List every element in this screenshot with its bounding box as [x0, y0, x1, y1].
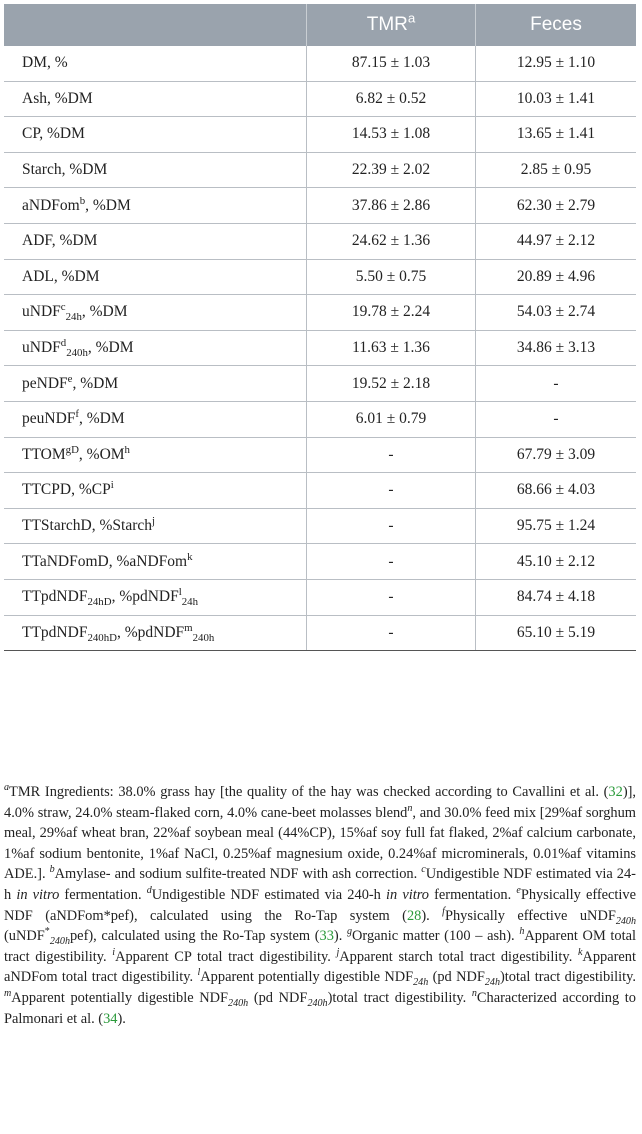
- table-row: [4, 330, 636, 366]
- ref-link-32[interactable]: 32: [608, 784, 623, 800]
- table-row: [4, 188, 636, 224]
- feces-value: 2.85 ± 0.95: [476, 152, 637, 188]
- header-empty: [4, 4, 307, 46]
- feces-value: 44.97 ± 2.12: [476, 223, 637, 259]
- tmr-value: 87.15 ± 1.03: [307, 46, 476, 81]
- row-label: $TTOM^{gD}$, $\%OM^h$: [4, 437, 307, 473]
- table-footnotes: $^a$TMR Ingredients: 38.0% grass hay [the quality of the hay was checked according to Cavallini et al. (32)], 4.0% straw, 24.0% steam-flaked corn, 4.0% cane-beet molasses blend$^n$, and 30.0% feed mix [29%af sorghum meal, 29%af wheat bran, 22%af soybean meal (44%CP), 15%af soy full fat flaked, 2%af calcium carbonate, 1%af sodium bentonite, 1%af NaCl, 0.25%af magnesium oxide, 0.24%af microminerals, 0.01%af vitamins ADE.]. $^b$Amylase- and sodium sulfite-treated NDF with ash correction. $^c$Undigestible NDF estimated via 24-h in vitro fermentation. $^d$Undigestible NDF estimated via 240-h in vitro fermentation. $^e$Physically effective NDF (aNDFom*pef), calculated using the Ro-Tap system (28). $^f$Physically effective uNDF$_{240h}$ (uNDF*$_{240h}$pef), calculated using the Ro-Tap system (33). $^g$Organic matter (100 – ash). $^h$Apparent OM total tract digestibility. $^i$Apparent CP total tract digestibility. $^j$Apparent starch total tract digestibility. $^k$Apparent aNDFom total tract digestibility. $^l$Apparent potentially digestible $NDF_{24h}$ (pd $NDF_{24h})total$ tract digestibility. $^m$Apparent potentially digestible $NDF_{240h}$ (pd $NDF_{240h})total$ tract digestibility. $^n$Characterized according to Palmonari et al. (34).: [4, 782, 637, 1027]
- tmr-value: -: [307, 544, 476, 580]
- row-label: Ash, %DM: [4, 81, 307, 117]
- row-label: DM, %: [4, 46, 307, 81]
- row-label: TTStarchD, %Starch$^j$: [4, 508, 307, 544]
- feces-value: 65.10 ± 5.19: [476, 615, 637, 651]
- table-header-row: [4, 4, 636, 46]
- tmr-value: 19.78 ± 2.24: [307, 295, 476, 331]
- feces-value: 95.75 ± 1.24: [476, 508, 637, 544]
- row-label: TTpdNDF$_{240hD}$, %pdNDF$^m_{240h}$: [4, 615, 307, 651]
- tmr-value: 24.62 ± 1.36: [307, 223, 476, 259]
- tmr-value: 6.82 ± 0.52: [307, 81, 476, 117]
- table-row: [4, 259, 636, 295]
- table-row: [4, 295, 636, 331]
- feces-value: 62.30 ± 2.79: [476, 188, 637, 224]
- ref-link-33[interactable]: 33: [319, 928, 334, 945]
- row-label: uNDF$^c_{24h}$, %DM: [4, 295, 307, 331]
- row-label: TTpdNDF$_{24hD}$, %pdNDF$^l_{24h}$: [4, 579, 307, 615]
- tmr-value: 5.50 ± 0.75: [307, 259, 476, 295]
- table-row: [4, 544, 636, 580]
- feces-value: 10.03 ± 1.41: [476, 81, 637, 117]
- feces-value: -: [476, 366, 637, 402]
- table-row: [4, 152, 636, 188]
- feces-value: 45.10 ± 2.12: [476, 544, 637, 580]
- table-row: [4, 473, 636, 509]
- ref-link-28[interactable]: 28: [406, 907, 422, 924]
- feces-value: -: [476, 401, 637, 437]
- header-tmr: TMR$^a$: [307, 4, 476, 46]
- tmr-value: 22.39 ± 2.02: [307, 152, 476, 188]
- ref-link-34[interactable]: 34: [103, 1010, 118, 1027]
- tmr-value: 19.52 ± 2.18: [307, 366, 476, 402]
- feces-value: 12.95 ± 1.10: [476, 46, 637, 81]
- row-label: ADL, %DM: [4, 259, 307, 295]
- feces-value: 54.03 ± 2.74: [476, 295, 637, 331]
- tmr-value: -: [307, 615, 476, 651]
- row-label: ADF, %DM: [4, 223, 307, 259]
- table-row: [4, 579, 636, 615]
- tmr-value: -: [307, 437, 476, 473]
- feces-value: 34.86 ± 3.13: [476, 330, 637, 366]
- feces-value: 13.65 ± 1.41: [476, 117, 637, 153]
- table-row: [4, 366, 636, 402]
- table-row: [4, 46, 636, 81]
- table-row: [4, 508, 636, 544]
- row-label: aNDFom$^b$, %DM: [4, 188, 307, 224]
- table-row: [4, 615, 636, 651]
- tmr-value: -: [307, 473, 476, 509]
- feces-value: 68.66 ± 4.03: [476, 473, 637, 509]
- header-feces: Feces: [476, 4, 637, 46]
- table-row: [4, 117, 636, 153]
- tmr-value: 37.86 ± 2.86: [307, 188, 476, 224]
- row-label: TTaNDFomD, %aNDFom$^k$: [4, 544, 307, 580]
- composition-table: [4, 4, 636, 651]
- row-label: peuNDF$^f$, %DM: [4, 401, 307, 437]
- row-label: TTCPD, $\%CP^i$: [4, 473, 307, 509]
- feces-value: 67.79 ± 3.09: [476, 437, 637, 473]
- feces-value: 20.89 ± 4.96: [476, 259, 637, 295]
- row-label: CP, %DM: [4, 117, 307, 153]
- tmr-value: 11.63 ± 1.36: [307, 330, 476, 366]
- row-label: uNDF$^d_{240h}$, %DM: [4, 330, 307, 366]
- table-row: [4, 81, 636, 117]
- row-label: peNDF$^e$, %DM: [4, 366, 307, 402]
- row-label: Starch, %DM: [4, 152, 307, 188]
- tmr-value: -: [307, 579, 476, 615]
- table-row: [4, 401, 636, 437]
- tmr-value: -: [307, 508, 476, 544]
- table-row: [4, 223, 636, 259]
- table-row: [4, 437, 636, 473]
- tmr-value: 14.53 ± 1.08: [307, 117, 476, 153]
- feces-value: 84.74 ± 4.18: [476, 579, 637, 615]
- tmr-value: 6.01 ± 0.79: [307, 401, 476, 437]
